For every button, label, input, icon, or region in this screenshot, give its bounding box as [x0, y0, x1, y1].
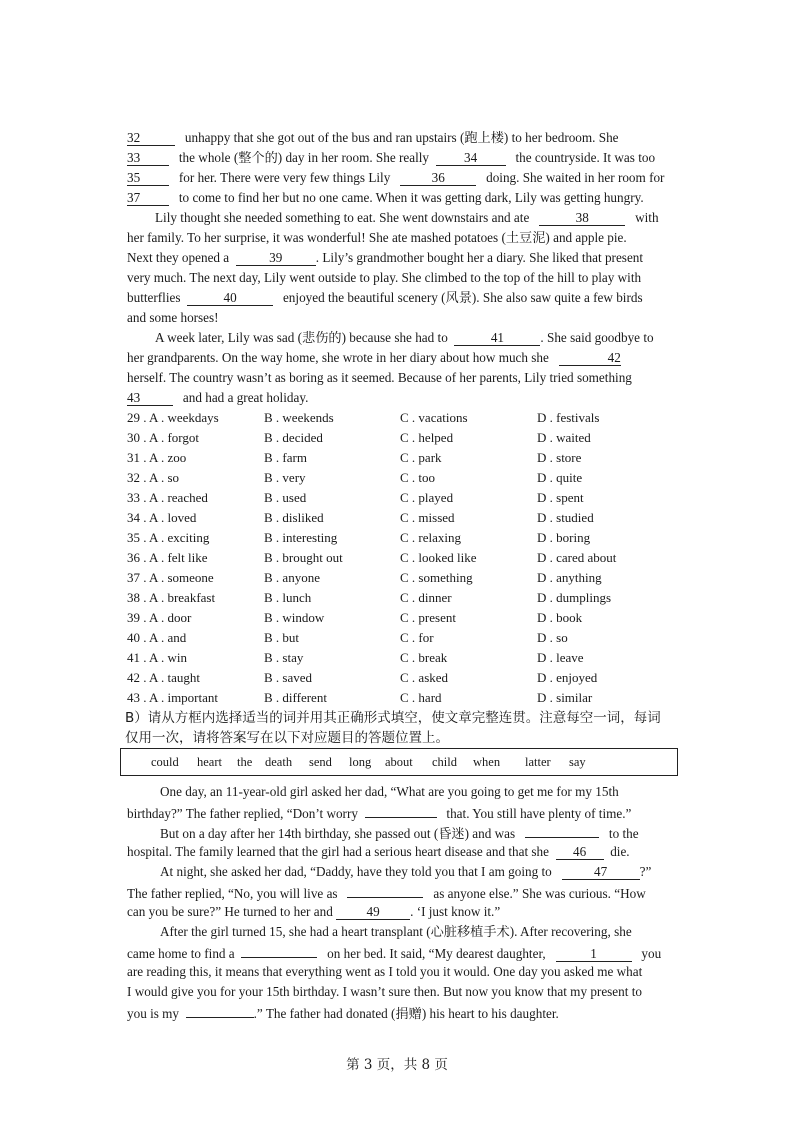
option-a[interactable]: 32 . A . so	[127, 470, 180, 485]
option-row-40	[127, 628, 687, 648]
passage-text: butterflies	[127, 290, 181, 305]
option-b[interactable]: B . very	[264, 470, 306, 485]
option-row-39	[127, 608, 687, 628]
passage-text: At night, she asked her dad, “Daddy, have they told you that I am going to	[160, 864, 552, 879]
passage-text: very much. The next day, Lily went outside to play. She climbed to the top of the hill to play with	[127, 270, 642, 285]
passage-text: on her bed. It said, “My dearest daughter,	[327, 946, 546, 961]
word-bank-item: send	[309, 755, 332, 769]
passage-text: . She said goodbye to	[540, 330, 654, 345]
blank-37[interactable]: 37	[127, 190, 169, 206]
passage-text: you	[641, 946, 662, 961]
passage-text: birthday?” The father replied, “Don’t worry	[127, 806, 358, 821]
word-bank-item: about	[385, 755, 413, 769]
option-c[interactable]: C . hard	[400, 690, 442, 705]
passage-text: herself. The country wasn’t as boring as it seemed. Because of her parents, Lily tried something	[127, 370, 632, 385]
option-c[interactable]: C . dinner	[400, 590, 452, 605]
option-b[interactable]: B . lunch	[264, 590, 312, 605]
option-c[interactable]: C . too	[400, 470, 436, 485]
passage-text: her family. To her surprise, it was wonderful! She ate mashed potatoes (土豆泥) and apple pie.	[127, 230, 627, 245]
blank-45[interactable]	[525, 822, 599, 838]
passage-text: But on a day after her 14th birthday, she passed out (昏迷) and was	[160, 826, 516, 841]
option-a[interactable]: 34 . A . loved	[127, 510, 197, 525]
passage-b-line-4	[127, 842, 678, 862]
option-b[interactable]: B . saved	[264, 670, 313, 685]
word-bank-item: could	[151, 755, 179, 769]
option-row-42	[127, 668, 687, 688]
blank-51[interactable]: 1	[556, 946, 632, 962]
word-bank-box	[120, 748, 678, 776]
passage-a-line-5	[155, 208, 678, 228]
option-c[interactable]: C . vacations	[400, 410, 468, 425]
passage-b-line-9	[127, 942, 678, 964]
blank-48[interactable]	[347, 882, 423, 898]
option-b[interactable]: B . anyone	[264, 570, 320, 585]
option-d[interactable]: D . quite	[537, 470, 583, 485]
passage-text: . Lily’s grandmother bought her a diary. She liked that present	[315, 250, 644, 265]
passage-text: ?”	[639, 864, 652, 879]
option-b[interactable]: B . interesting	[264, 530, 338, 545]
passage-text: Lily thought she needed something to eat. She went downstairs and ate	[155, 210, 530, 225]
blank-34[interactable]: 34	[436, 150, 506, 166]
option-d[interactable]: D . store	[537, 450, 582, 465]
option-d[interactable]: D . cared about	[537, 550, 617, 565]
option-c[interactable]: C . present	[400, 610, 456, 625]
option-row-36	[127, 548, 687, 568]
section-b-heading-1: B）请从方框内选择适当的词并用其正确形式填空，使文章完整连贯。注意每空一词，每词	[125, 710, 661, 726]
option-b[interactable]: B . used	[264, 490, 307, 505]
passage-text: unhappy that she got out of the bus and ran upstairs (跑上楼) to her bedroom. She	[184, 130, 619, 145]
passage-b-line-12	[127, 1002, 678, 1024]
option-row-32	[127, 468, 687, 488]
passage-text: enjoyed the beautiful scenery (风景). She also saw quite a few birds	[282, 290, 643, 305]
word-bank-item: say	[569, 755, 586, 769]
option-d[interactable]: D . studied	[537, 510, 594, 525]
blank-33[interactable]: 33	[127, 150, 169, 166]
option-d[interactable]: D . dumplings	[537, 590, 612, 605]
passage-a-line-1	[127, 128, 678, 148]
passage-text: and had a great holiday.	[182, 390, 309, 405]
passage-text: with	[635, 210, 659, 225]
passage-text: Next they opened a	[127, 250, 230, 265]
passage-a-line-4	[127, 188, 678, 208]
option-d[interactable]: D . enjoyed	[537, 670, 598, 685]
blank-40[interactable]: 40	[187, 290, 273, 306]
option-a[interactable]: 38 . A . breakfast	[127, 590, 216, 605]
passage-b-line-3	[160, 822, 678, 844]
passage-b-line-11	[127, 982, 678, 1002]
passage-text: The father replied, “No, you will live as	[127, 886, 338, 901]
blank-43[interactable]: 43	[127, 390, 173, 406]
blank-50[interactable]	[241, 942, 317, 958]
option-row-41	[127, 648, 687, 668]
option-d[interactable]: D . leave	[537, 650, 584, 665]
passage-a-line-12	[127, 348, 678, 368]
passage-a-line-6	[127, 228, 678, 248]
option-d[interactable]: D . anything	[537, 570, 602, 585]
option-a[interactable]: 40 . A . and	[127, 630, 187, 645]
option-a[interactable]: 39 . A . door	[127, 610, 192, 625]
blank-36[interactable]: 36	[400, 170, 476, 186]
passage-text: that. You still have plenty of time.”	[446, 806, 632, 821]
blank-47[interactable]: 47	[562, 864, 640, 880]
passage-b-line-7	[127, 902, 678, 922]
option-row-35	[127, 528, 687, 548]
passage-a-line-11	[155, 328, 678, 348]
option-b[interactable]: B . weekends	[264, 410, 334, 425]
option-a[interactable]: 31 . A . zoo	[127, 450, 187, 465]
passage-text: One day, an 11-year-old girl asked her dad, “What are you going to get me for my 15th	[160, 784, 619, 799]
option-b[interactable]: B . window	[264, 610, 325, 625]
passage-a-line-8	[127, 268, 678, 288]
passage-text: .” The father had donated (捐赠) his heart to his daughter.	[253, 1006, 559, 1021]
word-bank-item: when	[473, 755, 501, 769]
option-c[interactable]: C . played	[400, 490, 454, 505]
passage-text: I would give you for your 15th birthday. I wasn’t sure then. But now you know that my present to	[127, 984, 642, 999]
passage-a-line-9	[127, 288, 678, 308]
passage-text: her grandparents. On the way home, she wrote in her diary about how much she	[127, 350, 549, 365]
option-b[interactable]: B . brought out	[264, 550, 343, 565]
option-d[interactable]: D . book	[537, 610, 583, 625]
option-row-31	[127, 448, 687, 468]
option-c[interactable]: C . for	[400, 630, 434, 645]
passage-a-line-3	[127, 168, 678, 188]
word-bank-item: the	[237, 755, 253, 769]
word-bank-item: heart	[197, 755, 222, 769]
blank-49[interactable]: 49	[336, 904, 410, 920]
option-row-43	[127, 688, 687, 708]
passage-a-line-10	[127, 308, 678, 328]
word-bank-item: latter	[525, 755, 551, 769]
passage-a-line-14	[127, 388, 678, 408]
option-d[interactable]: D . waited	[537, 430, 591, 445]
option-b[interactable]: B . disliked	[264, 510, 324, 525]
blank-39[interactable]: 39	[236, 250, 316, 266]
option-b[interactable]: B . farm	[264, 450, 307, 465]
word-bank-item: death	[265, 755, 293, 769]
option-c[interactable]: C . missed	[400, 510, 455, 525]
option-c[interactable]: C . relaxing	[400, 530, 462, 545]
passage-text: to come to find her but no one came. When it was getting dark, Lily was getting hungry.	[178, 190, 644, 205]
word-bank-item: child	[432, 755, 457, 769]
page-number: 第 3 页，共 8 页	[346, 1057, 448, 1073]
option-a[interactable]: 35 . A . exciting	[127, 530, 210, 545]
passage-a-line-2	[127, 148, 678, 168]
option-c[interactable]: C . asked	[400, 670, 449, 685]
option-c[interactable]: C . helped	[400, 430, 454, 445]
option-a[interactable]: 43 . A . important	[127, 690, 218, 705]
passage-text: came home to find a	[127, 946, 235, 961]
option-d[interactable]: D . festivals	[537, 410, 600, 425]
option-c[interactable]: C . something	[400, 570, 473, 585]
passage-text: as anyone else.” She was curious. “How	[433, 886, 646, 901]
option-d[interactable]: D . boring	[537, 530, 591, 545]
passage-a-line-13	[127, 368, 678, 388]
option-d[interactable]: D . so	[537, 630, 568, 645]
blank-46[interactable]: 46	[556, 844, 604, 860]
passage-text: for her. There were very few things Lily	[178, 170, 391, 185]
option-b[interactable]: B . stay	[264, 650, 304, 665]
option-row-34	[127, 508, 687, 528]
option-a[interactable]: 37 . A . someone	[127, 570, 214, 585]
passage-text: doing. She waited in her room for	[486, 170, 665, 185]
option-d[interactable]: D . spent	[537, 490, 584, 505]
passage-text: . ‘I just know it.”	[410, 904, 501, 919]
option-b[interactable]: B . but	[264, 630, 300, 645]
passage-text: the countryside. It was too	[515, 150, 656, 165]
passage-b-line-5	[160, 862, 678, 882]
option-a[interactable]: 33 . A . reached	[127, 490, 208, 505]
passage-a-line-7	[127, 248, 678, 268]
passage-b-line-1	[160, 782, 678, 802]
passage-text: die.	[610, 844, 630, 859]
passage-b-line-6	[127, 882, 678, 904]
blank-38[interactable]: 38	[539, 210, 625, 226]
passage-text: you is my	[127, 1006, 180, 1021]
option-a[interactable]: 41 . A . win	[127, 650, 187, 665]
option-b[interactable]: B . different	[264, 690, 327, 705]
option-c[interactable]: C . looked like	[400, 550, 477, 565]
passage-b-line-2	[127, 802, 678, 824]
option-a[interactable]: 29 . A . weekdays	[127, 410, 219, 425]
word-bank-item: long	[349, 755, 372, 769]
passage-text: and some horses!	[127, 310, 219, 325]
option-row-33	[127, 488, 687, 508]
blank-32[interactable]: 32	[127, 130, 175, 146]
option-a[interactable]: 42 . A . taught	[127, 670, 200, 685]
passage-b-line-8	[160, 922, 678, 942]
option-d[interactable]: D . similar	[537, 690, 593, 705]
blank-41[interactable]: 41	[454, 330, 540, 346]
passage-b-line-10	[127, 962, 678, 982]
option-c[interactable]: C . park	[400, 450, 442, 465]
blank-44[interactable]	[365, 802, 437, 818]
option-c[interactable]: C . break	[400, 650, 448, 665]
passage-text: to the	[608, 826, 639, 841]
blank-42[interactable]: 42	[559, 350, 621, 366]
blank-52[interactable]	[186, 1002, 254, 1018]
option-row-37	[127, 568, 687, 588]
option-row-29	[127, 408, 687, 428]
passage-text: hospital. The family learned that the girl had a serious heart disease and that she	[127, 844, 549, 859]
passage-text: can you be sure?” He turned to her and	[127, 904, 333, 919]
passage-text: A week later, Lily was sad (悲伤的) because she had to	[155, 330, 448, 345]
passage-text: After the girl turned 15, she had a heart transplant (心脏移植手术). After recovering, she	[160, 924, 632, 939]
section-b-heading-2: 仅用一次，请将答案写在以下对应题目的答题位置上。	[125, 730, 449, 746]
option-b[interactable]: B . decided	[264, 430, 323, 445]
blank-35[interactable]: 35	[127, 170, 169, 186]
option-a[interactable]: 30 . A . forgot	[127, 430, 199, 445]
passage-text: the whole (整个的) day in her room. She really	[178, 150, 430, 165]
option-a[interactable]: 36 . A . felt like	[127, 550, 208, 565]
passage-text: are reading this, it means that everything went as I told you it would. One day you asked me what	[127, 964, 643, 979]
option-row-30	[127, 428, 687, 448]
option-row-38	[127, 588, 687, 608]
